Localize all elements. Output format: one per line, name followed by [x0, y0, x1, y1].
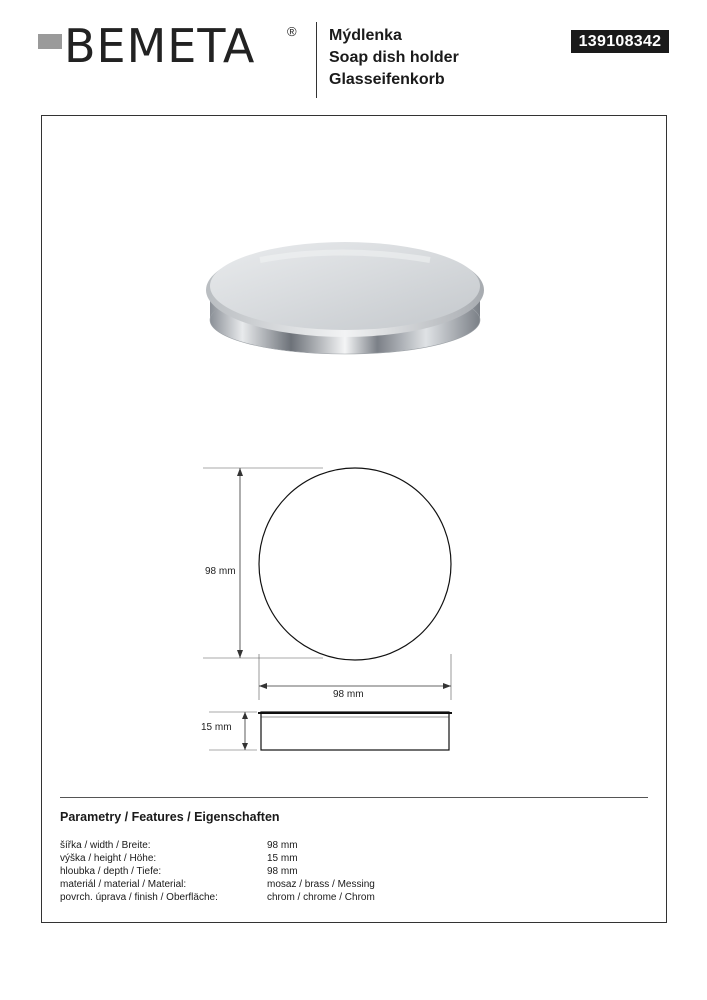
spec-label: materiál / material / Material: [60, 879, 187, 890]
top-view-circle [259, 468, 451, 660]
height-dimension-label: 98 mm [205, 566, 236, 577]
technical-drawing [195, 460, 465, 760]
side-view-rect [261, 712, 449, 750]
product-name-cs: Mýdlenka [329, 27, 402, 44]
spec-value: chrom / chrome / Chrom [267, 892, 375, 903]
product-code-badge: 139108342 [571, 30, 669, 53]
spec-row [60, 840, 460, 853]
logo-mark-icon [38, 34, 62, 70]
registered-mark: ® [287, 24, 297, 39]
spec-label: šířka / width / Breite: [60, 840, 151, 851]
header-divider [316, 22, 317, 98]
spec-row [60, 853, 460, 866]
spec-row [60, 866, 460, 879]
spec-value: 98 mm [267, 840, 298, 851]
spec-label: hloubka / depth / Tiefe: [60, 866, 162, 877]
spec-label: povrch. úprava / finish / Oberfläche: [60, 892, 218, 903]
spec-row [60, 879, 460, 892]
spec-value: 98 mm [267, 866, 298, 877]
brand-name: BEMETA [64, 19, 256, 73]
depth-dimension-label: 15 mm [201, 722, 232, 733]
product-name-en: Soap dish holder [329, 49, 459, 66]
specs-divider [60, 797, 648, 798]
spec-row [60, 892, 460, 905]
product-name-de: Glasseifenkorb [329, 71, 445, 88]
product-photo [200, 220, 490, 365]
specs-heading: Parametry / Features / Eigenschaften [60, 810, 280, 824]
spec-value: 15 mm [267, 853, 298, 864]
spec-value: mosaz / brass / Messing [267, 879, 375, 890]
product-titles [329, 25, 459, 91]
spec-label: výška / height / Höhe: [60, 853, 157, 864]
brand-logo [38, 19, 300, 73]
width-dimension-label: 98 mm [333, 689, 364, 700]
